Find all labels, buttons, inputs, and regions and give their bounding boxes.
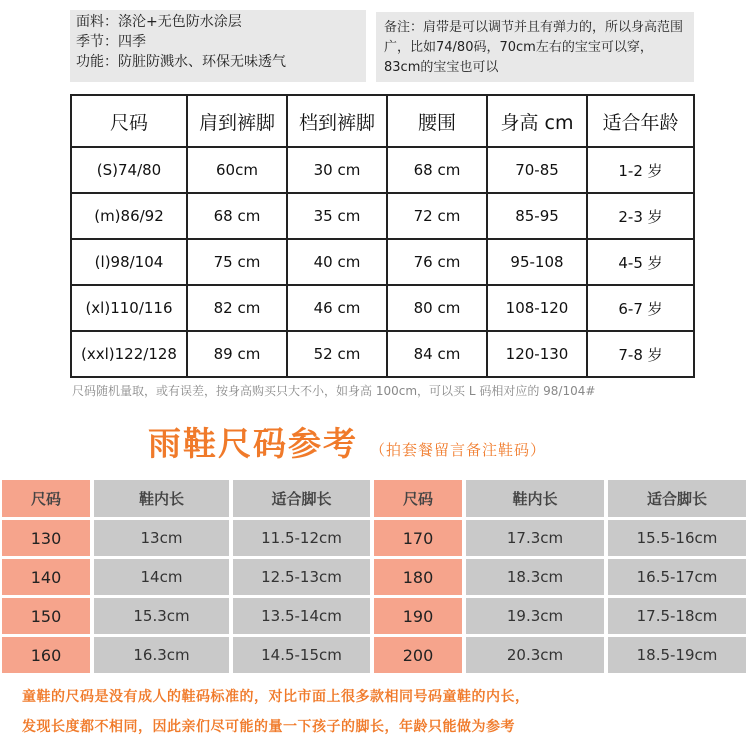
size-table-cell: 52 cm xyxy=(287,331,387,377)
size-table-cell: 76 cm xyxy=(387,239,487,285)
size-table-cell: 40 cm xyxy=(287,239,387,285)
shoe-grid-cell: 15.5-16cm xyxy=(608,520,746,556)
shoe-grid-cell: 12.5-13cm xyxy=(233,559,370,595)
shoe-size-value: 140 xyxy=(2,559,90,595)
size-table-cell: (l)98/104 xyxy=(71,239,187,285)
shoe-grid-cell: 17.3cm xyxy=(466,520,604,556)
shoe-grid-cell: 14cm xyxy=(94,559,229,595)
shoe-size-disclaimer xyxy=(22,682,738,742)
fabric-line: 面料：涤沦+无色防水涂层 xyxy=(76,14,242,30)
shoe-size-value: 170 xyxy=(374,520,462,556)
size-table-cell: 85-95 xyxy=(487,193,587,239)
header-height: 身高 cm xyxy=(487,95,587,147)
size-table-cell: 68 cm xyxy=(187,193,287,239)
remark-box xyxy=(376,12,694,82)
size-table-cell: 60cm xyxy=(187,147,287,193)
shoe-grid-cell: 18.3cm xyxy=(466,559,604,595)
size-table-cell: (xl)110/116 xyxy=(71,285,187,331)
disclaimer-line-1: 童鞋的尺码是没有成人的鞋码标准的，对比市面上很多款相同号码童鞋的内长， xyxy=(22,689,530,705)
header-waist: 腰围 xyxy=(387,95,487,147)
size-table-row xyxy=(71,331,694,377)
material-info-box xyxy=(70,10,366,82)
shoe-grid-cell: 16.5-17cm xyxy=(608,559,746,595)
shoe-title-main: 雨鞋尺码参考 xyxy=(148,424,358,463)
shoe-grid-cell: 13cm xyxy=(94,520,229,556)
size-table-cell: 84 cm xyxy=(387,331,487,377)
shoe-grid-header: 适合脚长 xyxy=(608,480,746,517)
disclaimer-line-2: 发现长度都不相同，因此亲们尽可能的量一下孩子的脚长，年龄只能做为参考 xyxy=(22,719,515,735)
size-table-cell: 30 cm xyxy=(287,147,387,193)
remark-text: 备注：肩带是可以调节并且有弹力的，所以身高范围广，比如74/80码，70cm左右的宝宝可以穿，83cm的宝宝也可以 xyxy=(384,20,684,75)
size-table-header-row xyxy=(71,95,694,147)
function-line: 功能：防脏防溅水、环保无味透气 xyxy=(76,54,286,70)
size-table-row xyxy=(71,193,694,239)
shoe-grid-cell: 13.5-14cm xyxy=(233,598,370,634)
size-table-cell: 75 cm xyxy=(187,239,287,285)
shoe-grid-header: 适合脚长 xyxy=(233,480,370,517)
size-table-cell: 95-108 xyxy=(487,239,587,285)
season-line: 季节：四季 xyxy=(76,34,146,50)
shoe-grid-header: 鞋内长 xyxy=(94,480,229,517)
size-table-cell: 70-85 xyxy=(487,147,587,193)
shoe-grid-cell: 11.5-12cm xyxy=(233,520,370,556)
shoe-grid-header: 尺码 xyxy=(374,480,462,517)
header-crotch-to-hem: 档到裤脚 xyxy=(287,95,387,147)
shoe-size-value: 150 xyxy=(2,598,90,634)
shoe-grid-cell: 18.5-19cm xyxy=(608,637,746,673)
size-table-cell: 82 cm xyxy=(187,285,287,331)
size-table-cell: 46 cm xyxy=(287,285,387,331)
shoe-grid-cell: 15.3cm xyxy=(94,598,229,634)
shoe-grid-cell: 16.3cm xyxy=(94,637,229,673)
size-table-cell: 4-5 岁 xyxy=(587,239,694,285)
size-table-cell: 72 cm xyxy=(387,193,487,239)
clothing-size-table xyxy=(70,94,695,378)
header-shoulder-to-hem: 肩到裤脚 xyxy=(187,95,287,147)
shoe-size-value: 180 xyxy=(374,559,462,595)
size-table-cell: (xxl)122/128 xyxy=(71,331,187,377)
shoe-grid-cell: 20.3cm xyxy=(466,637,604,673)
size-table-row xyxy=(71,285,694,331)
size-table-cell: 120-130 xyxy=(487,331,587,377)
size-table-row xyxy=(71,239,694,285)
size-note: 尺码随机量取，或有误差，按身高购买只大不小，如身高 100cm，可以买 L 码相对应的 98/104# xyxy=(72,384,596,398)
header-age: 适合年龄 xyxy=(587,95,694,147)
size-table-cell: (S)74/80 xyxy=(71,147,187,193)
size-table-cell: (m)86/92 xyxy=(71,193,187,239)
size-table-cell: 89 cm xyxy=(187,331,287,377)
shoe-grid-cell: 19.3cm xyxy=(466,598,604,634)
shoe-size-value: 160 xyxy=(2,637,90,673)
shoe-grid-cell: 17.5-18cm xyxy=(608,598,746,634)
header-size: 尺码 xyxy=(71,95,187,147)
size-table-cell: 35 cm xyxy=(287,193,387,239)
shoe-size-title xyxy=(148,418,708,464)
size-table-cell: 6-7 岁 xyxy=(587,285,694,331)
size-table-cell: 108-120 xyxy=(487,285,587,331)
shoe-size-value: 130 xyxy=(2,520,90,556)
size-table-row xyxy=(71,147,694,193)
size-table-cell: 7-8 岁 xyxy=(587,331,694,377)
size-table-cell: 2-3 岁 xyxy=(587,193,694,239)
size-table-cell: 1-2 岁 xyxy=(587,147,694,193)
shoe-title-subtitle: （拍套餐留言备注鞋码） xyxy=(370,441,547,459)
shoe-size-value: 200 xyxy=(374,637,462,673)
size-table-cell: 80 cm xyxy=(387,285,487,331)
shoe-grid-header: 鞋内长 xyxy=(466,480,604,517)
size-table-cell: 68 cm xyxy=(387,147,487,193)
shoe-grid-cell: 14.5-15cm xyxy=(233,637,370,673)
shoe-size-value: 190 xyxy=(374,598,462,634)
shoe-grid-header: 尺码 xyxy=(2,480,90,517)
